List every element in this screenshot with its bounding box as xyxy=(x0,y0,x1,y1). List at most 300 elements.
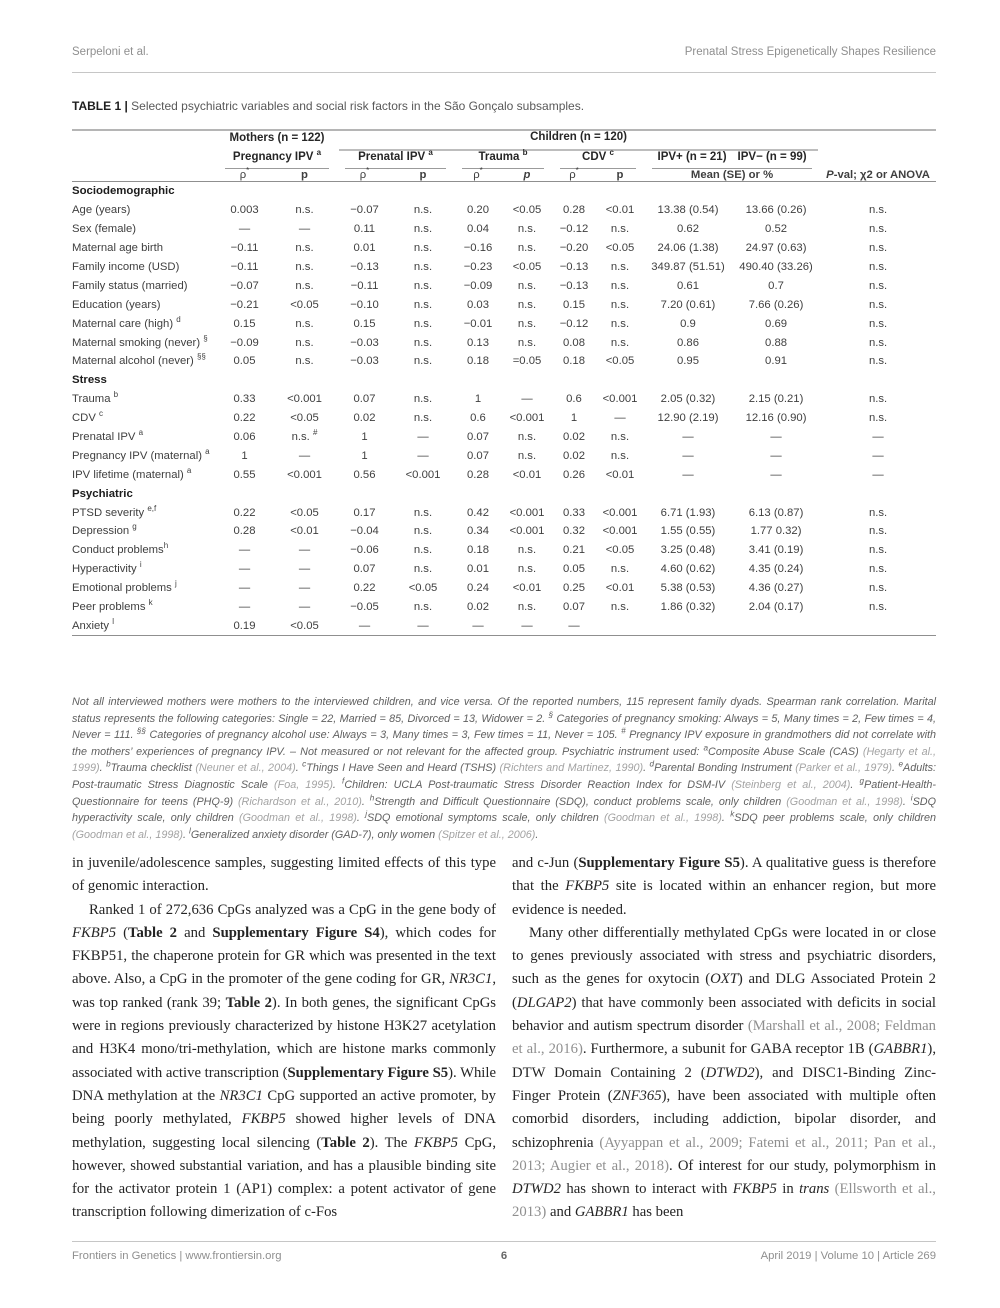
page-footer xyxy=(72,1250,936,1262)
table-cell: −0.23 xyxy=(463,261,493,273)
table-cell: n.s. xyxy=(610,298,630,311)
body-paragraph: in juvenile/adolescence samples, suggesting limited effects of this type of genomic interaction. xyxy=(72,855,496,895)
table-cell: 3.25 (0.48) xyxy=(660,544,716,557)
table-cell: n.s. xyxy=(517,449,537,462)
table-cell: 4.36 (0.27) xyxy=(748,582,804,595)
col-header-p-3: p xyxy=(502,169,552,182)
table-cell: 0.33 xyxy=(233,393,256,406)
table-cell: <0.001 xyxy=(509,506,545,519)
table-cell: 0.62 xyxy=(677,223,699,236)
table-cell: n.s. xyxy=(517,223,537,236)
table-cell: 490.40 (33.26) xyxy=(739,261,813,273)
table-cell: −0.21 xyxy=(230,298,259,311)
table-cell: n.s. xyxy=(413,279,433,292)
col-header-mothers: Mothers (n = 122) xyxy=(229,132,325,144)
row-label: Maternal care (high) $^d$ xyxy=(72,314,181,330)
table-cell: n.s. xyxy=(295,261,314,273)
table-cell: — xyxy=(298,582,311,595)
table-cell: 0.21 xyxy=(563,544,585,557)
table-cell: n.s. xyxy=(868,525,888,538)
footnote-text: . xyxy=(356,812,366,825)
footer-journal: Frontiers in Genetics | www.frontiersin.org xyxy=(72,1250,282,1262)
table-caption-label: TABLE 1 | xyxy=(72,99,128,113)
table-cell: n.s. xyxy=(517,601,537,614)
table-cell: n.s. xyxy=(868,544,888,557)
table-cell: n.s. xyxy=(610,261,630,273)
table-cell: <0.01 xyxy=(512,468,542,481)
table-cell: −0.03 xyxy=(350,355,379,368)
footer-page-number: 6 xyxy=(500,1250,508,1262)
table-cell: 0.91 xyxy=(765,355,788,368)
footnote-text: SDQ emotional symptoms scale, only children xyxy=(367,812,604,825)
table-cell xyxy=(644,616,732,635)
body-column-left xyxy=(72,852,496,1225)
footnote-citation: (Parker et al., 1979) xyxy=(795,762,893,775)
table-cell: 0.15 xyxy=(353,317,376,330)
table-cell: — xyxy=(417,449,429,462)
footnote-text: Not all interviewed mothers were mothers to the interviewed children, and vice versa. Of the reported numbers, 115 represent family dyads. Spearman rank correlation. Marital status represents the following categories: Single = 22, Married = 85, Divorced = 13, Widower = 2. xyxy=(72,696,936,725)
table-row xyxy=(72,220,936,239)
table-cell: — xyxy=(682,468,694,481)
table-cell: 0.02 xyxy=(563,431,585,444)
table-cell: 0.55 xyxy=(233,468,256,481)
footnote-text: SDQ peer problems scale, only children xyxy=(734,812,936,825)
row-label: Prenatal IPV $^a$ xyxy=(72,428,144,444)
table-cell: — xyxy=(770,431,782,444)
table-cell: −0.16 xyxy=(463,242,493,255)
table-row xyxy=(72,522,936,541)
row-label: Trauma $^b$ xyxy=(72,390,119,406)
footnote-text: . xyxy=(643,762,650,775)
footer-rule xyxy=(72,1241,936,1242)
footnote-text: SDQ hyperactivity scale, only children xyxy=(72,795,937,825)
table-cell: 0.02 xyxy=(467,601,489,614)
table-group-row-1 xyxy=(72,130,936,151)
table-cell: — xyxy=(358,619,371,632)
table-cell: n.s. xyxy=(868,223,888,236)
footnote-text: . xyxy=(535,828,539,841)
table-cell: <0.05 xyxy=(290,298,319,311)
table-cell: — xyxy=(238,582,251,595)
table-cell: <0.05 xyxy=(290,506,319,519)
table-cell: n.s. xyxy=(868,242,888,255)
table-cell: n.s. xyxy=(868,393,888,406)
footnote-marker: k xyxy=(730,809,735,819)
row-label: Age (years) xyxy=(72,204,131,217)
table-cell: 1 xyxy=(570,412,578,425)
footnote-marker: f xyxy=(342,776,345,786)
table-cell: −0.07 xyxy=(350,204,379,217)
col-header-p-2: p xyxy=(392,169,454,182)
table-cell: 1 xyxy=(361,449,368,462)
table-cell: 0.88 xyxy=(765,336,788,349)
table-cell: −0.20 xyxy=(559,242,589,255)
table-cell: n.s. xyxy=(413,204,433,217)
footnote-citation: (Hegarty et al., 1999) xyxy=(72,745,937,775)
table-cell: n.s. xyxy=(413,393,433,406)
row-label: Maternal age birth xyxy=(72,242,164,255)
table-cell: n.s. xyxy=(868,563,888,576)
table-cell: −0.06 xyxy=(350,544,379,557)
table-cell: <0.001 xyxy=(602,525,638,538)
table-cell xyxy=(596,616,644,635)
footnote-marker: l xyxy=(189,826,191,836)
table-cell: — xyxy=(298,563,311,576)
table-cell: −0.13 xyxy=(559,279,589,292)
table-cell: 0.28 xyxy=(233,525,256,538)
table-cell: <0.01 xyxy=(605,204,635,217)
table-cell: 1.55 (0.55) xyxy=(660,525,716,538)
table-footnotes xyxy=(72,694,936,843)
table-cell: — xyxy=(568,619,580,632)
col-header-mean-se: Mean (SE) or % xyxy=(644,169,820,182)
row-label: Depression $^g$ xyxy=(72,522,137,538)
col-header-children: Children (n = 120) xyxy=(339,131,818,151)
table-cell: — xyxy=(872,468,884,481)
table-row xyxy=(72,579,936,598)
table-cell: <0.05 xyxy=(290,412,319,425)
table-cell: <0.01 xyxy=(290,525,319,538)
table-row xyxy=(72,352,936,371)
table-cell: −0.13 xyxy=(350,261,379,273)
footnote-marker: j xyxy=(365,809,368,819)
table-cell: 0.17 xyxy=(353,506,376,519)
table-cell: 0.11 xyxy=(353,223,376,236)
table-cell: 0.95 xyxy=(677,355,699,368)
col-header-p-1: p xyxy=(272,169,337,182)
table-cell: <0.05 xyxy=(605,355,635,368)
table-cell: n.s. xyxy=(517,279,537,292)
table-cell: — xyxy=(521,619,533,632)
table-cell: n.s. xyxy=(413,242,433,255)
table-cell: 7.20 (0.61) xyxy=(660,298,716,311)
table-cell: n.s. xyxy=(413,223,433,236)
footnote-marker: b xyxy=(106,759,111,769)
table-cell: 0.18 xyxy=(467,544,489,557)
table-cell xyxy=(732,616,820,635)
table-cell: 6.71 (1.93) xyxy=(660,506,716,519)
row-label: Family status (married) xyxy=(72,279,188,292)
table-cell: −0.13 xyxy=(559,261,589,273)
footnote-text: . xyxy=(99,762,107,775)
table-row xyxy=(72,239,936,258)
table-cell: 0.20 xyxy=(467,204,489,217)
table-cell: 0.6 xyxy=(470,412,486,425)
table-cell: 349.87 (51.51) xyxy=(651,261,725,273)
table-cell: 12.90 (2.19) xyxy=(657,412,719,425)
footnote-text: . xyxy=(332,778,343,791)
table-cell: n.s. xyxy=(413,336,433,349)
table-cell: n.s. xyxy=(868,298,888,311)
table-cell: n.s. xyxy=(868,261,888,273)
table-cell: — xyxy=(682,431,694,444)
footnote-citation: (Foa, 1995) xyxy=(274,778,333,791)
col-header-rho-2: ρ* xyxy=(337,169,392,182)
table-cell: 7.66 (0.26) xyxy=(748,298,804,311)
table-caption-text: Selected psychiatric variables and social risk factors in the São Gonçalo subsamples. xyxy=(127,99,585,113)
table-cell: 0.24 xyxy=(467,582,489,595)
table-cell: 0.18 xyxy=(563,355,585,368)
table-cell: 0.04 xyxy=(467,223,489,236)
table-cell: n.s. xyxy=(610,336,630,349)
table-cell: — xyxy=(770,449,782,462)
footnote-text: Patient-Health-Questionnaire for teens (PHQ-9) xyxy=(72,778,937,808)
table-cell: n.s. xyxy=(413,563,433,576)
table-cell: −0.01 xyxy=(463,317,493,330)
body-paragraph: and c-Jun (Supplementary Figure S5). A qualitative guess is therefore that the FKBP5 site is located within an enhancer region, but more evidence is needed. xyxy=(512,855,937,918)
footnote-marker: h xyxy=(369,792,375,802)
col-header-ipv-groups xyxy=(652,151,812,169)
table-cell: 0.6 xyxy=(566,393,582,406)
table-cell: — xyxy=(238,223,251,236)
table-row xyxy=(72,295,936,314)
table-cell: n.s. xyxy=(610,449,630,462)
table-cell: 0.28 xyxy=(563,204,585,217)
table-cell: n.s. xyxy=(413,355,433,368)
table-cell: 0.01 xyxy=(353,242,376,255)
footnote-marker: e xyxy=(898,759,904,769)
table-cell: 0.02 xyxy=(353,412,376,425)
table-cell: 0.61 xyxy=(677,279,699,292)
table-cell: n.s. xyxy=(295,204,314,217)
table-cell: n.s. xyxy=(517,317,537,330)
section-label: Stress xyxy=(72,374,107,387)
running-head-title: Prenatal Stress Epigenetically Shapes Resilience xyxy=(684,46,936,58)
table-cell: 0.7 xyxy=(768,279,784,292)
table-cell: 0.22 xyxy=(233,506,256,519)
footnote-citation: (Richters and Martinez, 1990) xyxy=(499,762,644,775)
table-cell: 1 xyxy=(474,393,482,406)
table-cell: 0.32 xyxy=(563,525,585,538)
table-cell: 0.42 xyxy=(467,506,489,519)
table-row xyxy=(72,314,936,333)
table-cell: — xyxy=(417,619,429,632)
table-cell: 1.86 (0.32) xyxy=(660,601,716,614)
table-cell: 0.01 xyxy=(467,563,489,576)
table-cell: n.s. xyxy=(868,204,888,217)
table-cell: 0.25 xyxy=(563,582,585,595)
table-cell: 0.03 xyxy=(467,298,489,311)
table-cell: n.s. xyxy=(517,431,537,444)
body-paragraph: Many other differentially methylated CpGs were located in or close to genes previously associated with stress and psychiatric disorders, such as the genes for oxytocin (OXT) and DLG Associated Protein 2 (DLGAP2) that have commonly been associated with deficits in social behavior and autism spectrum disorder (Marshall et al., 2008; Feldman et al., 2016). Furthermore, a subunit for GABA receptor 1B (GABBR1), DTW Domain Containing 2 (DTWD2), and DISC1-Binding Zinc-Finger Protein (ZNF365), have been associated with multiple often comorbid disorders, including addiction, bipolar disorder, and schizophrenia (Ayyappan et al., 2009; Fatemi et al., 2011; Pan et al., 2013; Augier et al., 2018). Of interest for our study, polymorphism in DTWD2 has shown to interact with FKBP5 in trans (Ellsworth et al., 2013) and GABBR1 has been xyxy=(512,924,937,1221)
table-cell: 0.34 xyxy=(467,525,489,538)
section-label: Sociodemographic xyxy=(72,185,175,198)
footer-issue: April 2019 | Volume 10 | Article 269 xyxy=(760,1250,936,1262)
footnote-citation: (Goodman et al., 1998) xyxy=(239,812,357,825)
table-cell: 0.22 xyxy=(233,412,256,425)
section-row xyxy=(72,484,936,503)
table-cell xyxy=(820,616,936,635)
table-cell: 0.56 xyxy=(353,468,376,481)
footnote-text: . xyxy=(721,812,731,825)
table-cell: 0.26 xyxy=(563,468,585,481)
running-head-authors: Serpeloni et al. xyxy=(72,46,149,58)
table-cell: −0.05 xyxy=(350,601,379,614)
footnote-text: Trauma checklist xyxy=(110,762,196,775)
table-cell: −0.10 xyxy=(350,298,379,311)
row-label: Maternal smoking (never) § xyxy=(72,333,208,349)
table-cell: 0.18 xyxy=(467,355,489,368)
table-row xyxy=(72,598,936,617)
footnote-text: Categories of pregnancy alcohol use: Always = 3, Many times = 3, Few times = 11, Never = 105. xyxy=(146,729,622,742)
table-cell: n.s. xyxy=(868,355,888,368)
table-subheader-row xyxy=(72,169,936,182)
row-label: Peer problems $^k$ xyxy=(72,598,153,614)
table-cell: — xyxy=(770,468,782,481)
table-cell: — xyxy=(298,223,311,236)
table-cell: 4.35 (0.24) xyxy=(748,563,804,576)
table-cell: 24.06 (1.38) xyxy=(657,242,719,255)
table-row xyxy=(72,258,936,277)
running-head xyxy=(72,46,936,58)
table-cell: 0.07 xyxy=(467,449,489,462)
col-header-trauma: Trauma $^b$ xyxy=(462,151,544,169)
row-label: CDV $^c$ xyxy=(72,409,103,425)
table-cell: −0.09 xyxy=(230,336,259,349)
footnote-citation: (Steinberg et al., 2004) xyxy=(731,778,851,791)
footnote-marker: § xyxy=(548,710,554,719)
row-label: IPV lifetime (maternal) $^a$ xyxy=(72,466,192,481)
table-cell: <0.01 xyxy=(605,582,635,595)
table-cell: n.s. xyxy=(517,242,537,255)
section-row xyxy=(72,371,936,390)
footnote-marker: §§ xyxy=(136,726,147,736)
footnote-marker: d xyxy=(649,759,655,769)
table-cell: 0.05 xyxy=(233,355,256,368)
article-body xyxy=(72,852,936,1225)
table-cell: 2.04 (0.17) xyxy=(748,601,804,614)
row-label: Maternal alcohol (never) §§ xyxy=(72,352,206,368)
table-cell: 4.60 (0.62) xyxy=(660,563,716,576)
row-label: Pregnancy IPV (maternal) $^a$ xyxy=(72,447,210,462)
table-row xyxy=(72,428,936,447)
table-row xyxy=(72,503,936,522)
table-row xyxy=(72,409,936,428)
table-cell: — xyxy=(417,431,429,444)
table-cell: <0.01 xyxy=(605,468,635,481)
table-cell: 13.66 (0.26) xyxy=(745,204,807,217)
footnote-text: Composite Abuse Scale (CAS) xyxy=(708,745,863,758)
table-cell: <0.001 xyxy=(287,393,322,406)
table-cell: n.s. xyxy=(413,601,433,614)
table-cell: n.s. xyxy=(610,601,630,614)
footnote-text: Categories of pregnancy smoking: Always = 5, Many times = 2, Few times = 4, Never = 111. xyxy=(72,712,936,742)
table-cell: — xyxy=(238,544,251,557)
row-label: Education (years) xyxy=(72,298,161,311)
row-label: Family income (USD) xyxy=(72,261,180,273)
table-cell: — xyxy=(872,431,884,444)
table-cell: — xyxy=(238,601,251,614)
table-cell: −0.09 xyxy=(463,279,493,292)
table-row xyxy=(72,616,936,635)
row-label: PTSD severity $^{e,f}$ xyxy=(72,503,157,519)
table-cell: 0.15 xyxy=(563,298,585,311)
table-cell: −0.11 xyxy=(230,242,259,255)
col-header-rho-4: ρ* xyxy=(552,169,596,182)
table-cell: <0.05 xyxy=(605,242,635,255)
table-cell: 0.07 xyxy=(467,431,489,444)
table-cell: 0.07 xyxy=(353,563,376,576)
table-cell: 12.16 (0.90) xyxy=(745,412,807,425)
table-cell: n.s. xyxy=(517,563,537,576)
table-cell: 6.13 (0.87) xyxy=(748,506,804,519)
table-cell: — xyxy=(472,619,484,632)
table-cell: n.s. xyxy=(413,544,433,557)
table-cell: −0.12 xyxy=(559,317,589,330)
footnote-citation: (Spitzer et al., 2006) xyxy=(438,828,536,841)
footnote-marker: g xyxy=(859,776,864,786)
table-cell: <0.001 xyxy=(602,393,638,406)
table-cell: 0.07 xyxy=(563,601,585,614)
table-group-row-2 xyxy=(72,151,936,169)
table-cell: 3.41 (0.19) xyxy=(748,544,804,557)
col-header-ipv-plus: IPV+ (n = 21) xyxy=(657,151,727,163)
table-cell: 0.06 xyxy=(233,431,256,444)
table-row xyxy=(72,446,936,465)
table-cell: 0.52 xyxy=(765,223,788,236)
table-cell: n.s. xyxy=(413,506,433,519)
footnote-marker: a xyxy=(703,743,709,753)
table-cell: n.s. xyxy=(413,525,433,538)
table-cell: 0.9 xyxy=(680,317,696,330)
footnote-text: . xyxy=(850,778,860,791)
table-row xyxy=(72,276,936,295)
footnote-marker: c xyxy=(302,759,307,769)
col-header-cdv: CDV $^c$ xyxy=(560,151,636,169)
table-cell: — xyxy=(298,449,311,462)
psychiatric-variables-table xyxy=(72,129,936,636)
table-cell: 0.13 xyxy=(467,336,489,349)
table-cell: 0.08 xyxy=(563,336,585,349)
table-cell: — xyxy=(521,393,533,406)
table-caption xyxy=(72,99,936,113)
footnote-marker: i xyxy=(910,792,913,802)
table-row xyxy=(72,560,936,579)
table-cell: 0.22 xyxy=(353,582,376,595)
table-cell: n.s. xyxy=(517,298,537,311)
table-cell: =0.05 xyxy=(512,355,542,368)
table-cell: — xyxy=(238,563,251,576)
table-cell: 1 xyxy=(241,449,248,462)
table-cell: −0.04 xyxy=(350,525,379,538)
table-cell: −0.07 xyxy=(230,279,259,292)
table-cell: 0.003 xyxy=(230,204,259,217)
table-cell: n.s. xyxy=(868,412,888,425)
footnote-text: Generalized anxiety disorder (GAD-7), only women xyxy=(190,828,439,841)
col-header-prenatal-ipv: Prenatal IPV $^a$ xyxy=(345,151,446,169)
footnote-citation: (Goodman et al., 1998) xyxy=(72,828,184,841)
table-cell: <0.001 xyxy=(287,468,322,481)
table-cell: n.s. xyxy=(517,544,537,557)
table-cell: <0.001 xyxy=(405,468,441,481)
table-cell: n.s. xyxy=(610,431,630,444)
table-cell: 0.28 xyxy=(467,468,489,481)
table-cell: 5.38 (0.53) xyxy=(660,582,716,595)
table-cell: — xyxy=(298,601,311,614)
section-row xyxy=(72,182,936,201)
table-cell: n.s. xyxy=(868,279,888,292)
table-cell: n.s. xyxy=(868,582,888,595)
table-cell: −0.11 xyxy=(230,261,259,273)
table-cell: <0.05 xyxy=(290,619,319,632)
row-label: Hyperactivity $^i$ xyxy=(72,560,142,576)
table-cell: <0.05 xyxy=(512,261,542,273)
table-cell: 1.77 0.32) xyxy=(750,525,802,538)
table-cell: 0.19 xyxy=(233,619,256,632)
footnote-text: Strength and Difficult Questionnaire (SDQ), conduct problems scale, only children xyxy=(374,795,787,808)
table-cell: — xyxy=(872,449,884,462)
table-cell: <0.05 xyxy=(408,582,438,595)
